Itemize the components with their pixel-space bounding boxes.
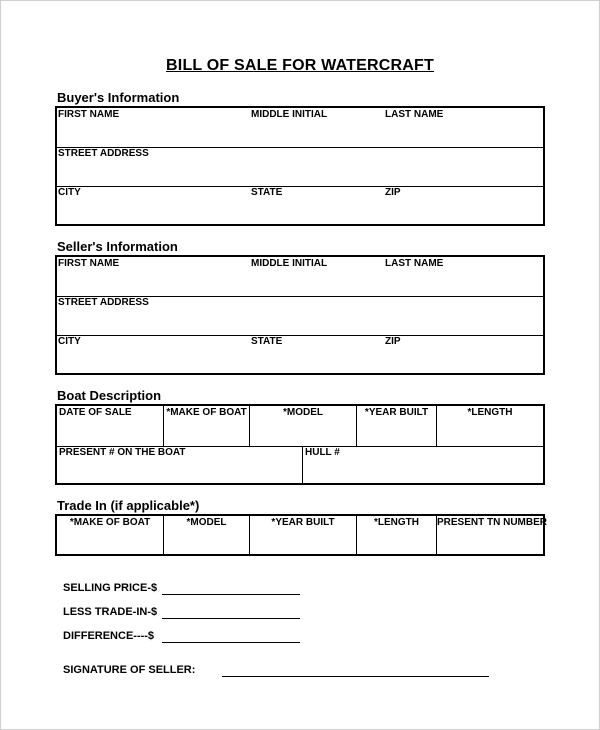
- boat-present-number-cell[interactable]: [57, 446, 303, 483]
- boat-date-of-sale-label: DATE OF SALE: [59, 407, 132, 418]
- boat-description-box: [55, 404, 545, 485]
- signature-label: SIGNATURE OF SELLER:: [63, 664, 196, 676]
- less-trade-in-label: LESS TRADE-IN-$: [63, 606, 158, 618]
- seller-heading: Seller's Information: [57, 239, 178, 254]
- buyer-info-box: [55, 106, 545, 226]
- less-trade-in-field[interactable]: [162, 618, 300, 619]
- boat-length-cell[interactable]: [437, 406, 543, 446]
- trade-present-tn-cell[interactable]: [437, 516, 548, 554]
- seller-state-field[interactable]: STATE: [251, 336, 283, 347]
- trade-length-label: *LENGTH: [374, 517, 419, 528]
- trade-make-cell[interactable]: [57, 516, 164, 554]
- seller-zip-field[interactable]: ZIP: [385, 336, 401, 347]
- trade-year-built-cell[interactable]: [250, 516, 357, 554]
- boat-row-1: [57, 406, 543, 447]
- boat-present-number-label: PRESENT # ON THE BOAT: [59, 447, 186, 458]
- buyer-last-name-field[interactable]: LAST NAME: [385, 109, 444, 120]
- signature-field[interactable]: [222, 676, 489, 677]
- boat-heading: Boat Description: [57, 388, 162, 403]
- trade-year-built-label: *YEAR BUILT: [271, 517, 335, 528]
- seller-info-box: [55, 255, 545, 375]
- boat-date-of-sale-cell[interactable]: [57, 406, 164, 446]
- boat-model-cell[interactable]: [250, 406, 357, 446]
- document-title: BILL OF SALE FOR WATERCRAFT: [166, 57, 434, 74]
- seller-name-row: [57, 257, 543, 297]
- buyer-first-name-field[interactable]: FIRST NAME: [58, 109, 120, 120]
- buyer-state-field[interactable]: STATE: [251, 187, 283, 198]
- boat-length-label: *LENGTH: [467, 407, 513, 418]
- buyer-middle-initial-field[interactable]: MIDDLE INITIAL: [251, 109, 328, 120]
- buyer-city-field[interactable]: CITY: [58, 187, 81, 198]
- buyer-address-row: [57, 147, 543, 187]
- buyer-street-address-field[interactable]: STREET ADDRESS: [58, 148, 149, 159]
- boat-row-2: [57, 446, 543, 483]
- boat-hull-label: HULL #: [305, 447, 340, 458]
- boat-make-cell[interactable]: [164, 406, 250, 446]
- trade-length-cell[interactable]: [357, 516, 437, 554]
- buyer-heading: Buyer's Information: [57, 90, 180, 105]
- seller-city-row: [57, 335, 543, 373]
- buyer-name-row: [57, 108, 543, 148]
- boat-make-label: *MAKE OF BOAT: [166, 407, 247, 418]
- trade-model-label: *MODEL: [186, 517, 227, 528]
- seller-middle-initial-field[interactable]: MIDDLE INITIAL: [251, 258, 328, 269]
- trade-in-box: [55, 514, 548, 556]
- seller-city-field[interactable]: CITY: [58, 336, 81, 347]
- buyer-zip-field[interactable]: ZIP: [385, 187, 401, 198]
- trade-in-row: [57, 516, 548, 554]
- boat-hull-cell[interactable]: [303, 446, 543, 483]
- seller-address-row: [57, 296, 543, 336]
- trade-present-tn-label: PRESENT TN NUMBER: [437, 517, 548, 528]
- boat-year-built-label: *YEAR BUILT: [364, 407, 429, 418]
- difference-field[interactable]: [162, 642, 300, 643]
- selling-price-label: SELLING PRICE-$: [63, 582, 158, 594]
- selling-price-field[interactable]: [162, 594, 300, 595]
- seller-street-address-field[interactable]: STREET ADDRESS: [58, 297, 149, 308]
- boat-model-label: *MODEL: [283, 407, 323, 418]
- trade-in-heading: Trade In (if applicable*): [57, 498, 200, 513]
- seller-first-name-field[interactable]: FIRST NAME: [58, 258, 120, 269]
- seller-last-name-field[interactable]: LAST NAME: [385, 258, 444, 269]
- difference-label: DIFFERENCE----$: [63, 630, 155, 642]
- trade-model-cell[interactable]: [164, 516, 250, 554]
- trade-make-label: *MAKE OF BOAT: [69, 517, 151, 528]
- buyer-city-row: [57, 186, 543, 224]
- boat-year-built-cell[interactable]: [357, 406, 437, 446]
